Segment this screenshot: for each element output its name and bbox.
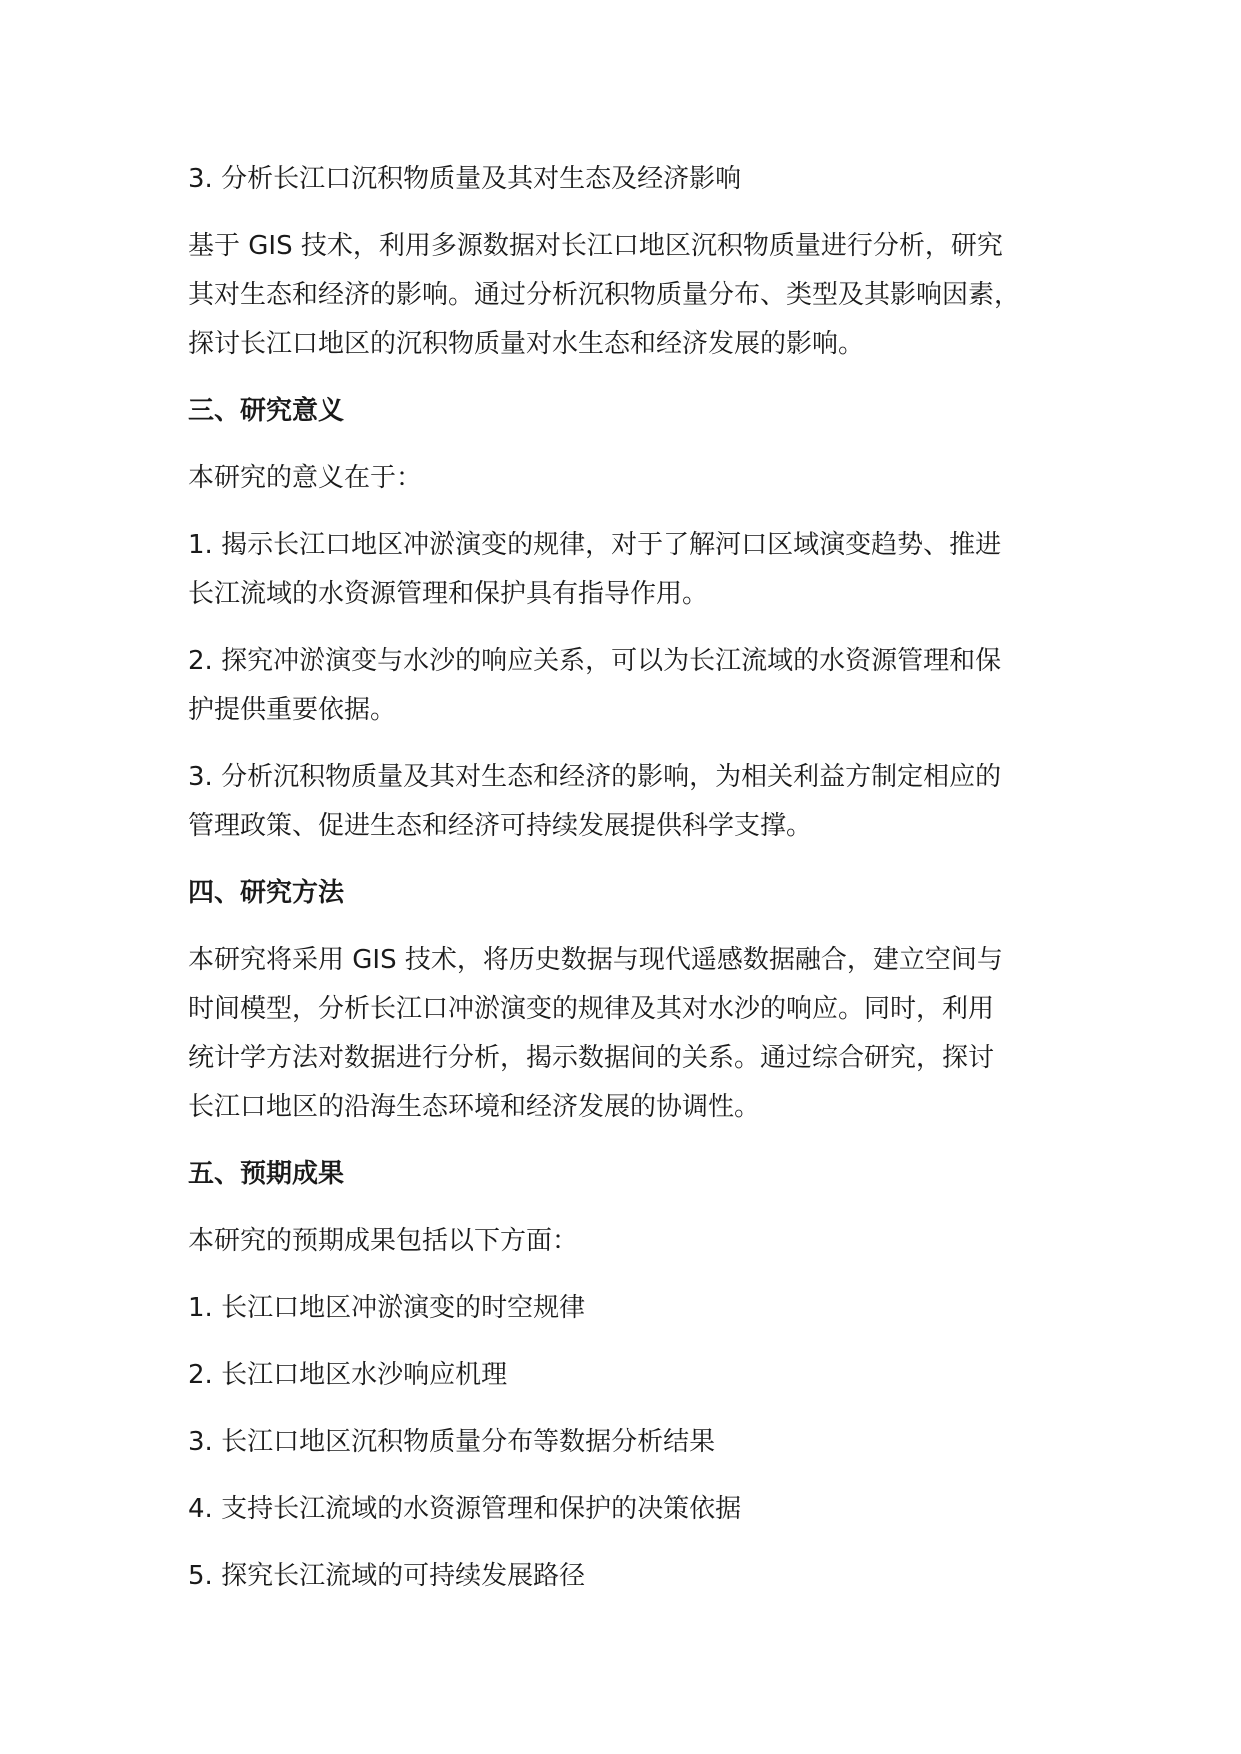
text-line: 3. 分析沉积物质量及其对生态和经济的影响，为相关利益方制定相应的	[188, 762, 1002, 792]
document-page	[188, 155, 1088, 1619]
text-line: 长江流域的水资源管理和保护具有指导作用。	[188, 579, 709, 609]
text-line: 2. 长江口地区水沙响应机理	[188, 1360, 508, 1390]
text-line: 长江口地区的沿海生态环境和经济发展的协调性。	[188, 1092, 761, 1122]
section-heading-expected-results	[188, 1150, 1088, 1199]
list-item-significance-3	[188, 753, 1088, 851]
text-line: 时间模型，分析长江口冲淤演变的规律及其对水沙的响应。同时，利用	[188, 994, 995, 1024]
paragraph-results-intro	[188, 1217, 1088, 1266]
text-line: 本研究的预期成果包括以下方面：	[188, 1226, 579, 1256]
text-line: 3. 长江口地区沉积物质量分布等数据分析结果	[188, 1427, 716, 1457]
section-heading-methods	[188, 869, 1088, 918]
text-line: 3. 分析长江口沉积物质量及其对生态及经济影响	[188, 164, 742, 194]
list-item-result-2	[188, 1351, 1088, 1400]
paragraph-gis-sediment	[188, 222, 1088, 369]
text-line: 2. 探究冲淤演变与水沙的响应关系，可以为长江流域的水资源管理和保	[188, 646, 1002, 676]
text-line: 护提供重要依据。	[188, 695, 397, 725]
text-line: 1. 长江口地区冲淤演变的时空规律	[188, 1293, 586, 1323]
paragraph-methods	[188, 936, 1088, 1132]
text-line: 基于 GIS 技术，利用多源数据对长江口地区沉积物质量进行分析，研究	[188, 231, 1003, 261]
text-line: 本研究将采用 GIS 技术，将历史数据与现代遥感数据融合，建立空间与	[188, 945, 1003, 975]
text-line: 本研究的意义在于：	[188, 463, 423, 493]
text-line: 探讨长江口地区的沉积物质量对水生态和经济发展的影响。	[188, 329, 865, 359]
heading-text: 四、研究方法	[188, 878, 345, 908]
paragraph-significance-intro	[188, 454, 1088, 503]
text-line: 4. 支持长江流域的水资源管理和保护的决策依据	[188, 1494, 742, 1524]
text-line: 5. 探究长江流域的可持续发展路径	[188, 1561, 586, 1591]
list-item-result-5	[188, 1552, 1088, 1601]
list-item-result-4	[188, 1485, 1088, 1534]
text-line: 其对生态和经济的影响。通过分析沉积物质量分布、类型及其影响因素，	[188, 280, 1021, 310]
heading-text: 三、研究意义	[188, 396, 345, 426]
paragraph-analysis-sediment-title	[188, 155, 1088, 204]
section-heading-significance	[188, 387, 1088, 436]
text-line: 统计学方法对数据进行分析，揭示数据间的关系。通过综合研究，探讨	[188, 1043, 995, 1073]
heading-text: 五、预期成果	[188, 1159, 345, 1189]
list-item-result-1	[188, 1284, 1088, 1333]
list-item-significance-1	[188, 521, 1088, 619]
text-line: 1. 揭示长江口地区冲淤演变的规律，对于了解河口区域演变趋势、推进	[188, 530, 1002, 560]
text-line: 管理政策、促进生态和经济可持续发展提供科学支撑。	[188, 811, 813, 841]
list-item-significance-2	[188, 637, 1088, 735]
list-item-result-3	[188, 1418, 1088, 1467]
